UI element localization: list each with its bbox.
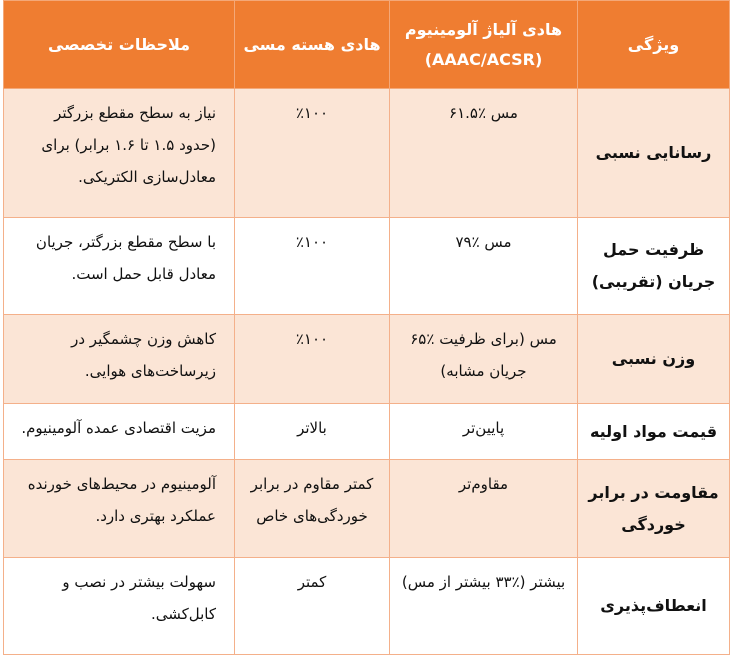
table-header-row [4, 1, 730, 89]
alloy-cell: مس ٪۷۹ [390, 218, 578, 315]
notes-cell: آلومینیوم در محیط‌های خورنده عملکرد بهتری دارد. [4, 460, 235, 558]
table-row [4, 315, 730, 404]
comparison-table [3, 0, 730, 655]
alloy-cell: پایین‌تر [390, 404, 578, 460]
feature-cell: قیمت مواد اولیه [578, 404, 730, 460]
alloy-cell: مس ٪۶۱.۵ [390, 89, 578, 218]
header-copper-conductor: هادی هسته مسی [235, 1, 390, 89]
feature-cell: رسانایی نسبی [578, 89, 730, 218]
table-row [4, 460, 730, 558]
alloy-cell: مقاوم‌تر [390, 460, 578, 558]
alloy-cell: مس (برای ظرفیت ٪۶۵ جریان مشابه) [390, 315, 578, 404]
feature-cell: مقاومت در برابر خوردگی [578, 460, 730, 558]
table-row [4, 558, 730, 655]
notes-cell: سهولت بیشتر در نصب و کابل‌کشی. [4, 558, 235, 655]
copper-cell: ٪۱۰۰ [235, 89, 390, 218]
header-feature: ویژگی [578, 1, 730, 89]
copper-cell: ٪۱۰۰ [235, 218, 390, 315]
feature-cell: انعطاف‌پذیری [578, 558, 730, 655]
notes-cell: با سطح مقطع بزرگتر، جریان معادل قابل حمل است. [4, 218, 235, 315]
feature-cell: وزن نسبی [578, 315, 730, 404]
table-row [4, 218, 730, 315]
notes-cell: کاهش وزن چشمگیر در زیرساخت‌های هوایی. [4, 315, 235, 404]
table-row [4, 89, 730, 218]
alloy-cell: بیشتر (٪۳۳ بیشتر از مس) [390, 558, 578, 655]
copper-cell: بالاتر [235, 404, 390, 460]
feature-cell: ظرفیت حمل جریان (تقریبی) [578, 218, 730, 315]
header-alloy-conductor: هادی آلیاژ آلومینیوم (AAAC/ACSR) [390, 1, 578, 89]
copper-cell: کمتر مقاوم در برابر خوردگی‌های خاص [235, 460, 390, 558]
table-row [4, 404, 730, 460]
notes-cell: مزیت اقتصادی عمده آلومینیوم. [4, 404, 235, 460]
copper-cell: کمتر [235, 558, 390, 655]
notes-cell: نیاز به سطح مقطع بزرگتر (حدود ۱.۵ تا ۱.۶ برابر) برای معادل‌سازی الکتریکی. [4, 89, 235, 218]
copper-cell: ٪۱۰۰ [235, 315, 390, 404]
header-notes: ملاحظات تخصصی [4, 1, 235, 89]
